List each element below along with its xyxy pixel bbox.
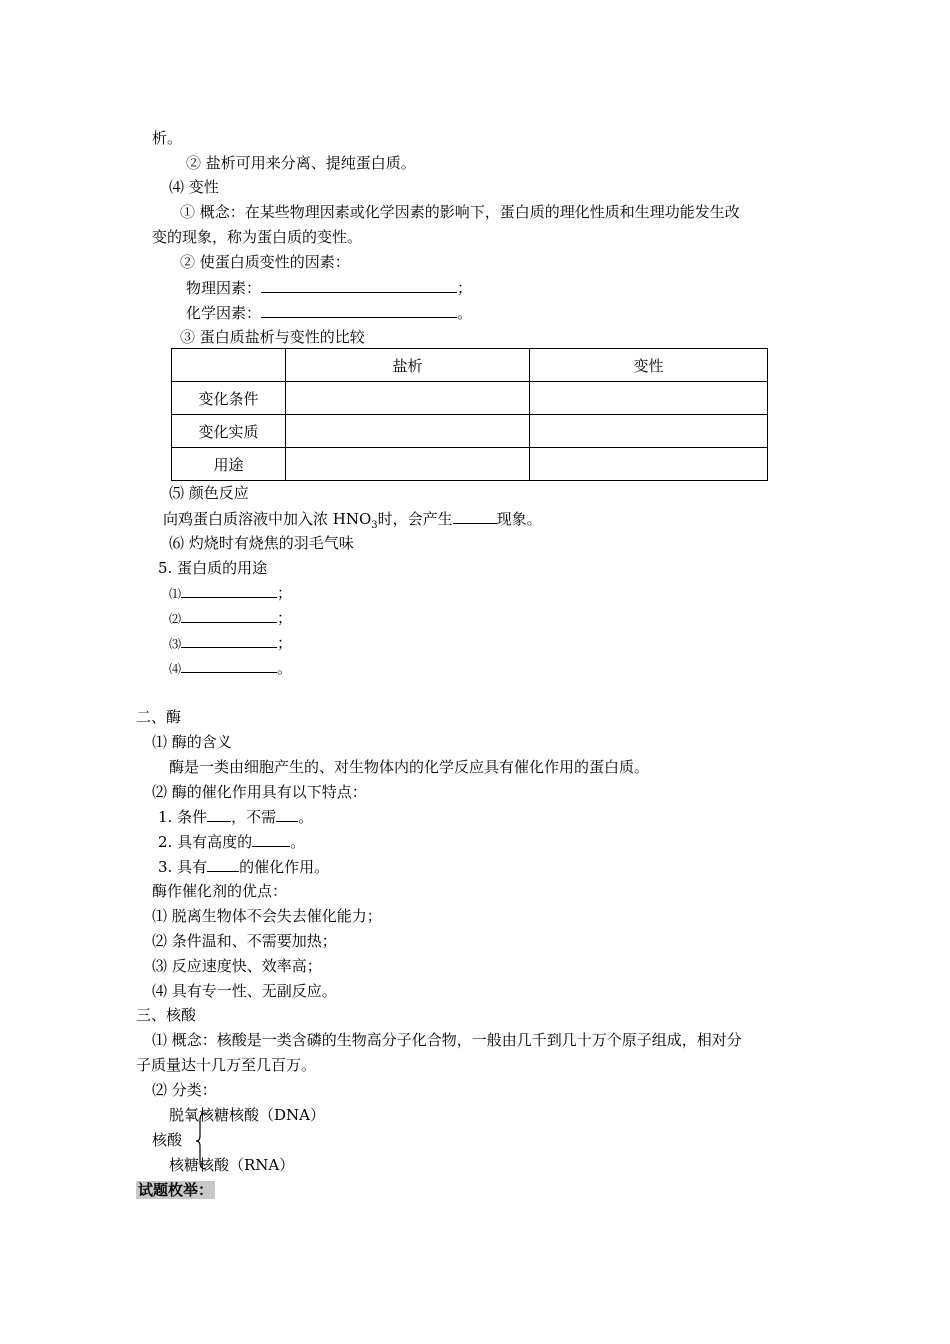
punct: ； xyxy=(277,609,293,627)
feature-line xyxy=(158,806,313,827)
punct: ； xyxy=(277,584,293,602)
table-row xyxy=(172,382,768,415)
text: 1. 条件 xyxy=(158,808,208,826)
table-cell[interactable] xyxy=(530,382,768,415)
table-cell[interactable] xyxy=(286,448,530,481)
text-line: ⑴ 概念：核酸是一类含磷的生物高分子化合物，一般由几千到几十万个原子组成，相对分 xyxy=(152,1031,742,1049)
use-line xyxy=(169,582,292,604)
text-line: ⑴ 酶的含义 xyxy=(152,733,232,751)
text-line: ① 概念：在某些物理因素或化学因素的影响下，蛋白质的理化性质和生理功能发生改 xyxy=(180,203,740,221)
table-cell[interactable] xyxy=(286,382,530,415)
text: 时，会产生 xyxy=(377,510,453,528)
text: 向鸡蛋白质溶液中加入浓 HNO xyxy=(163,510,372,528)
label: ⑴ xyxy=(169,587,182,601)
label: ⑶ xyxy=(169,637,182,651)
table-cell: 变性 xyxy=(530,349,768,382)
section-heading xyxy=(136,1180,215,1200)
answer-blank[interactable] xyxy=(261,302,457,318)
text: 的催化作用。 xyxy=(239,858,330,876)
answer-blank[interactable] xyxy=(453,508,497,524)
table-cell: 变化实质 xyxy=(172,415,286,448)
text-line: 析。 xyxy=(152,129,183,147)
answer-blank[interactable] xyxy=(181,657,277,673)
classification-root: 核酸 xyxy=(152,1131,183,1149)
label: 化学因素： xyxy=(186,304,262,322)
text-line: ⑷ 具有专一性、无副反应。 xyxy=(152,982,337,1000)
text-line: 子质量达十几万至几百万。 xyxy=(136,1056,317,1074)
text: 3. 具有 xyxy=(158,858,208,876)
answer-blank[interactable] xyxy=(252,831,290,847)
text-line: ② 使蛋白质变性的因素： xyxy=(180,253,350,271)
punct: ； xyxy=(277,634,293,652)
text-line: 酶作催化剂的优点： xyxy=(152,882,288,900)
text-line: ⑵ 酶的催化作用具有以下特点： xyxy=(152,783,367,801)
table-cell xyxy=(172,349,286,382)
text-line: ② 盐析可用来分离、提纯蛋白质。 xyxy=(186,154,416,172)
label: ⑷ xyxy=(169,662,182,676)
use-line xyxy=(169,657,292,679)
answer-blank[interactable] xyxy=(181,607,277,623)
text-line: 5. 蛋白质的用途 xyxy=(158,559,268,577)
text-line: ⑸ 颜色反应 xyxy=(169,484,249,502)
answer-blank[interactable] xyxy=(207,806,231,822)
table-cell: 用途 xyxy=(172,448,286,481)
table-cell: 盐析 xyxy=(286,349,530,382)
text-line: ⑵ 条件温和、不需要加热； xyxy=(152,932,337,950)
text: 现象。 xyxy=(496,510,542,528)
text-line: ⑹ 灼烧时有烧焦的羽毛气味 xyxy=(169,534,354,552)
text-line: ⑷ 变性 xyxy=(169,178,219,196)
classification-rna: 核糖核酸（RNA） xyxy=(169,1156,295,1174)
text: 。 xyxy=(290,833,306,851)
table-cell: 变化条件 xyxy=(172,382,286,415)
text-line: ⑶ 反应速度快、效率高； xyxy=(152,957,322,975)
answer-blank[interactable] xyxy=(276,806,298,822)
punct: 。 xyxy=(277,659,293,677)
answer-blank[interactable] xyxy=(261,277,457,293)
answer-blank[interactable] xyxy=(181,582,277,598)
text-line: 变的现象，称为蛋白质的变性。 xyxy=(152,228,363,246)
feature-line xyxy=(158,856,329,877)
label: 物理因素： xyxy=(186,279,262,297)
subscript: 3 xyxy=(371,520,378,531)
answer-blank[interactable] xyxy=(181,632,277,648)
section-title: 三、核酸 xyxy=(136,1006,197,1024)
text: 。 xyxy=(298,808,314,826)
heading-label: 试题枚举： xyxy=(138,1181,214,1199)
use-line xyxy=(169,607,292,629)
table-cell[interactable] xyxy=(286,415,530,448)
feature-line xyxy=(158,831,305,852)
table-header-row xyxy=(172,349,768,382)
table-cell[interactable] xyxy=(530,415,768,448)
label: ⑵ xyxy=(169,612,182,626)
section-title: 二、酶 xyxy=(136,708,182,726)
use-line xyxy=(169,632,292,654)
text: 2. 具有高度的 xyxy=(158,833,253,851)
chemical-factors-line xyxy=(186,302,472,323)
text: ，不需 xyxy=(231,808,277,826)
color-reaction-line xyxy=(163,508,542,536)
punct: 。 xyxy=(457,304,473,322)
answer-blank[interactable] xyxy=(207,856,239,872)
table-row xyxy=(172,448,768,481)
punct: ； xyxy=(457,279,473,297)
text-line: ⑴ 脱离生物体不会失去催化能力； xyxy=(152,907,382,925)
table-cell[interactable] xyxy=(530,448,768,481)
comparison-table xyxy=(171,348,768,481)
text-line: 酶是一类由细胞产生的、对生物体内的化学反应具有催化作用的蛋白质。 xyxy=(169,758,650,776)
classification-dna: 脱氧核糖核酸（DNA） xyxy=(169,1106,325,1124)
physical-factors-line xyxy=(186,277,472,298)
text-line: ③ 蛋白质盐析与变性的比较 xyxy=(180,328,365,346)
text-line: ⑵ 分类： xyxy=(152,1081,217,1099)
table-row xyxy=(172,415,768,448)
